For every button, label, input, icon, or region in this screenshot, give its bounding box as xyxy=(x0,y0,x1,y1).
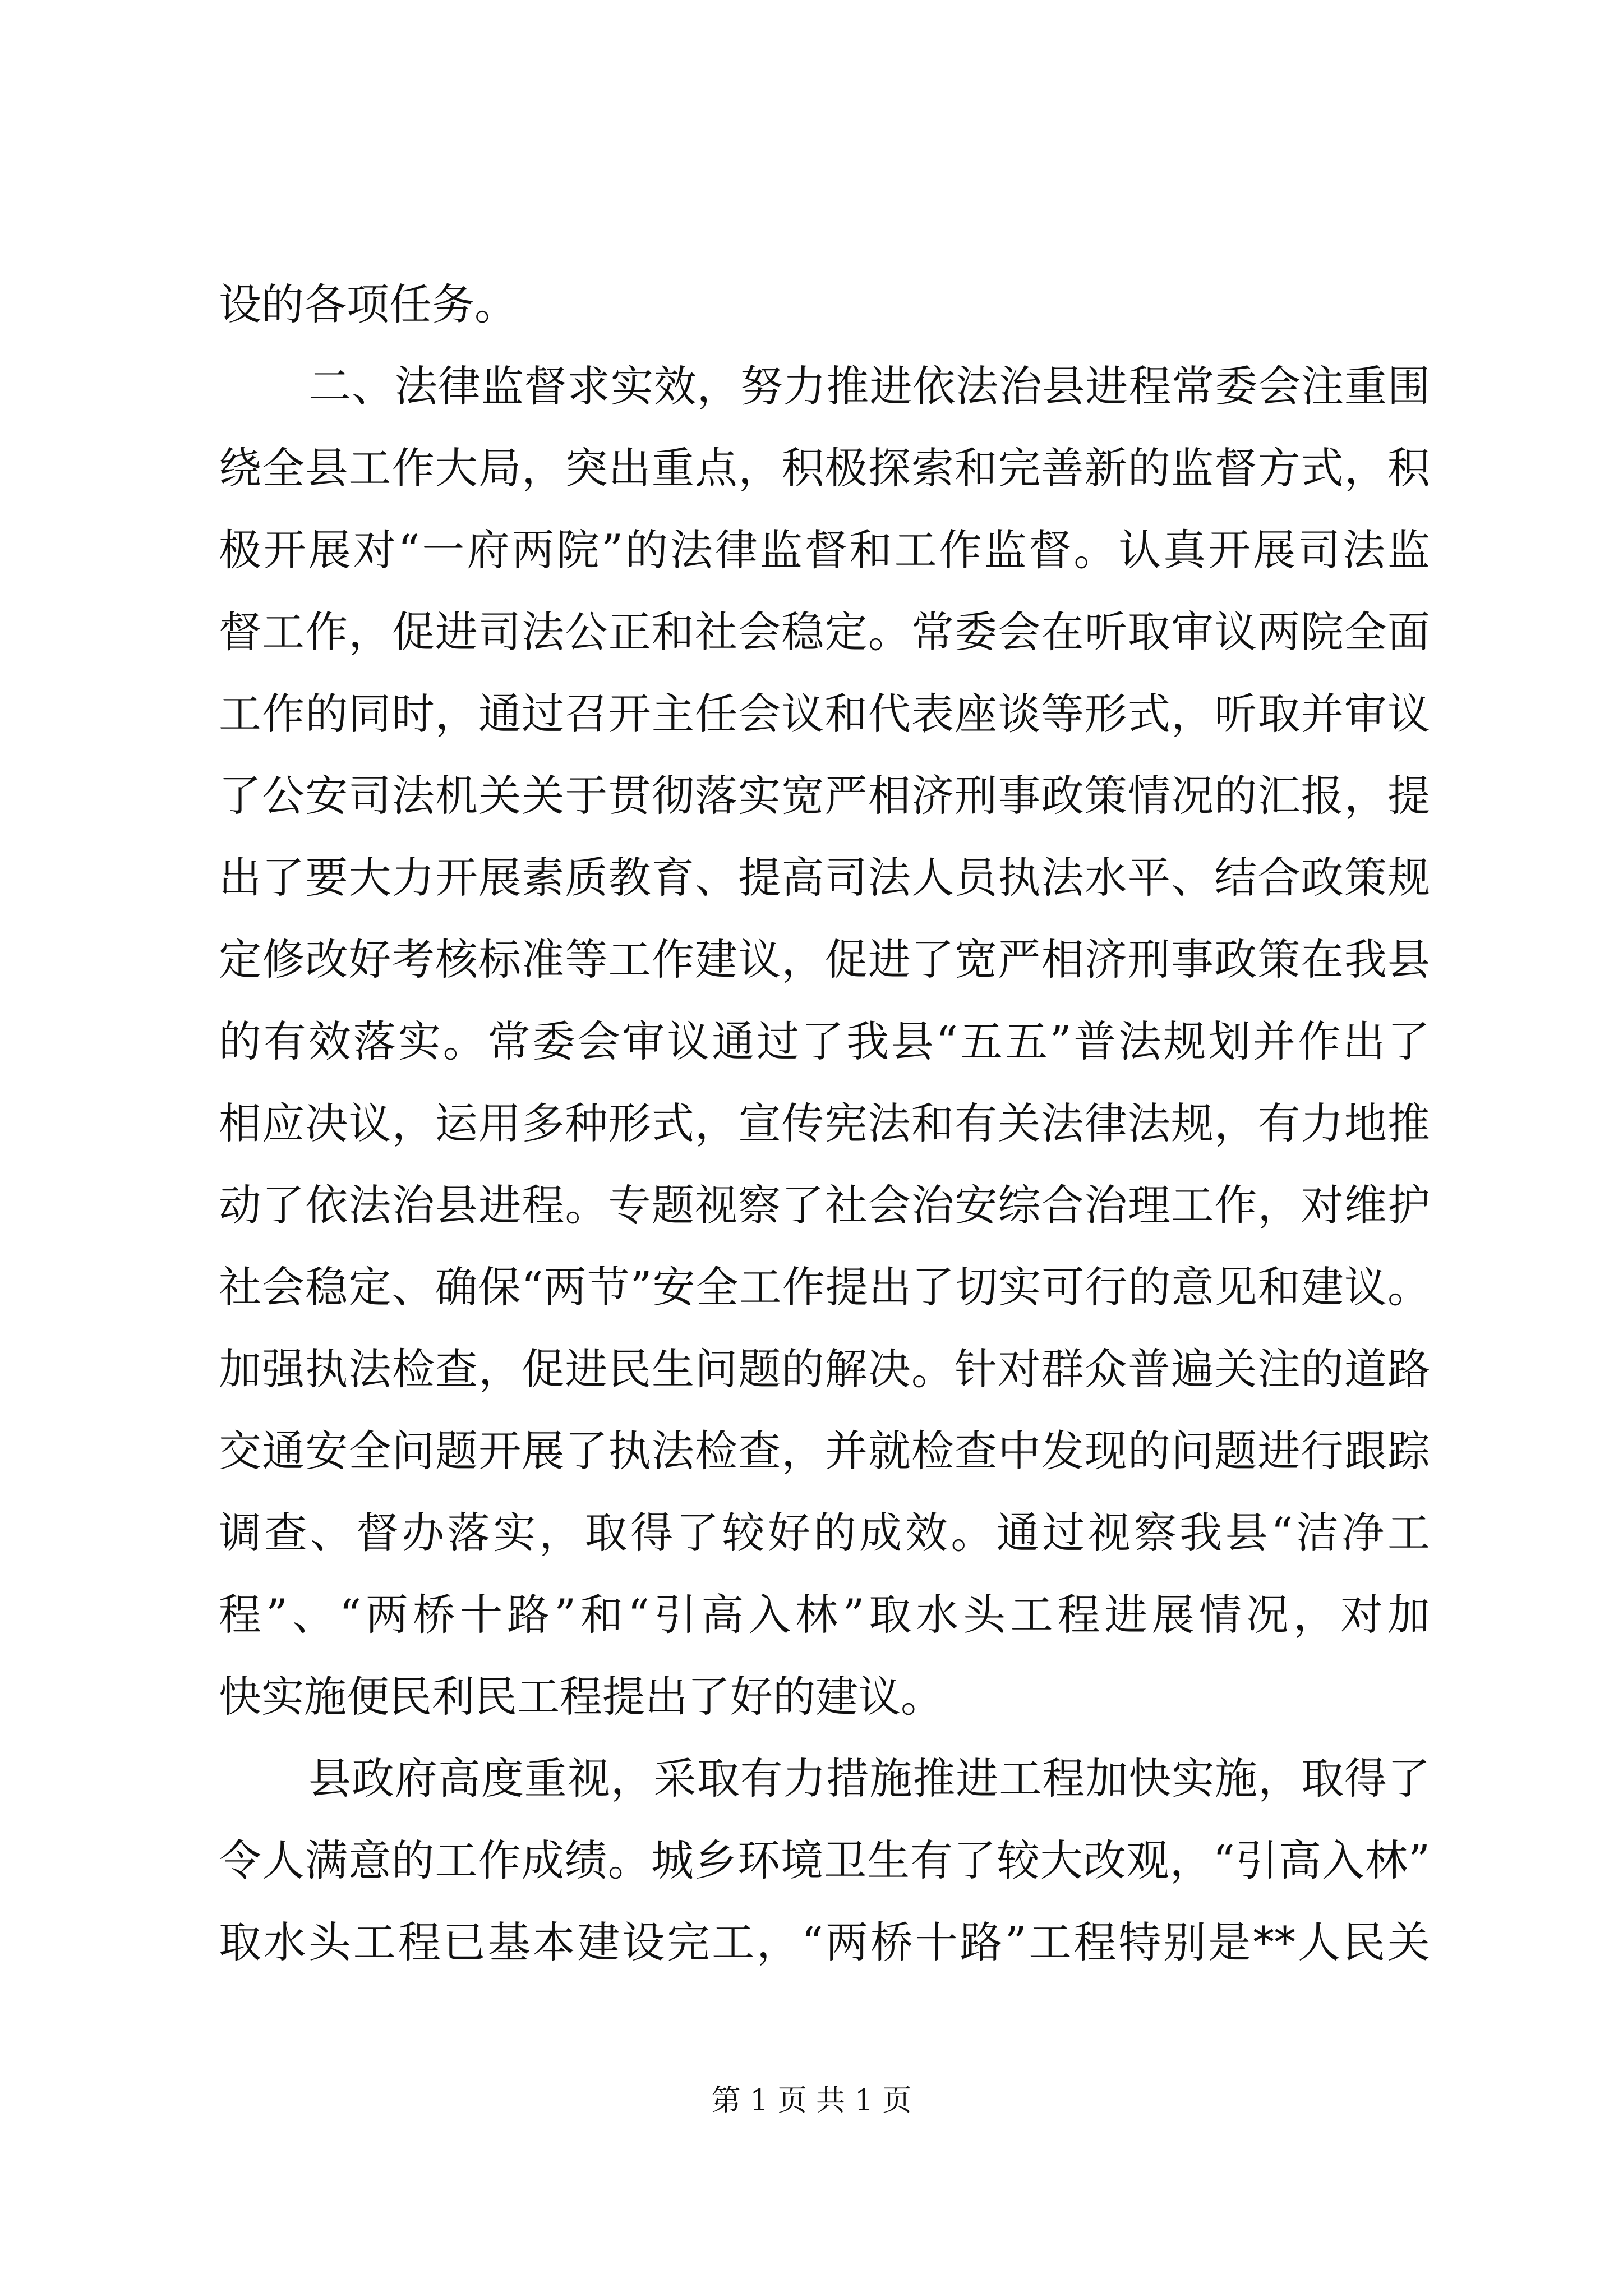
text-line: 二、法律监督求实效，努力推进依法治县进程常委会注重围 xyxy=(308,361,1430,411)
text-line: 交通安全问题开展了执法检查，并就检查中发现的问题进行跟踪 xyxy=(219,1426,1430,1476)
body-text xyxy=(219,264,1430,1984)
text-line: 令人满意的工作成绩。城乡环境卫生有了较大改观，“引高入林” xyxy=(219,1835,1430,1885)
text-line: 了公安司法机关关于贯彻落实宽严相济刑事政策情况的汇报，提 xyxy=(219,771,1430,821)
text-line: 快实施便民利民工程提出了好的建议。 xyxy=(219,1672,943,1722)
text-line: 程”、“两桥十路”和“引高入林”取水头工程进展情况，对加 xyxy=(219,1590,1430,1640)
text-line: 取水头工程已基本建设完工，“两桥十路”工程特别是**人民关 xyxy=(219,1917,1430,1967)
text-line: 调查、督办落实，取得了较好的成效。通过视察我县“洁净工 xyxy=(219,1508,1430,1558)
text-line: 县政府高度重视，采取有力措施推进工程加快实施，取得了 xyxy=(308,1754,1430,1803)
text-line: 加强执法检查，促进民生问题的解决。针对群众普遍关注的道路 xyxy=(219,1344,1430,1394)
page-footer: 第 1 页 共 1 页 xyxy=(711,2084,912,2118)
text-line: 相应决议，运用多种形式，宣传宪法和有关法律法规，有力地推 xyxy=(219,1098,1430,1148)
text-line: 绕全县工作大局，突出重点，积极探索和完善新的监督方式，积 xyxy=(219,443,1430,493)
text-line: 出了要大力开展素质教育、提高司法人员执法水平、结合政策规 xyxy=(219,853,1430,903)
text-line: 的有效落实。常委会审议通过了我县“五五”普法规划并作出了 xyxy=(219,1016,1430,1066)
text-line: 极开展对“一府两院”的法律监督和工作监督。认真开展司法监 xyxy=(219,525,1430,575)
text-line: 定修改好考核标准等工作建议，促进了宽严相济刑事政策在我县 xyxy=(219,935,1430,984)
text-line: 设的各项任务。 xyxy=(219,279,517,329)
text-line: 动了依法治县进程。专题视察了社会治安综合治理工作，对维护 xyxy=(219,1180,1430,1230)
text-line: 工作的同时，通过召开主任会议和代表座谈等形式，听取并审议 xyxy=(219,689,1430,739)
text-line: 督工作，促进司法公正和社会稳定。常委会在听取审议两院全面 xyxy=(219,607,1430,657)
text-line: 社会稳定、确保“两节”安全工作提出了切实可行的意见和建议。 xyxy=(219,1262,1430,1312)
